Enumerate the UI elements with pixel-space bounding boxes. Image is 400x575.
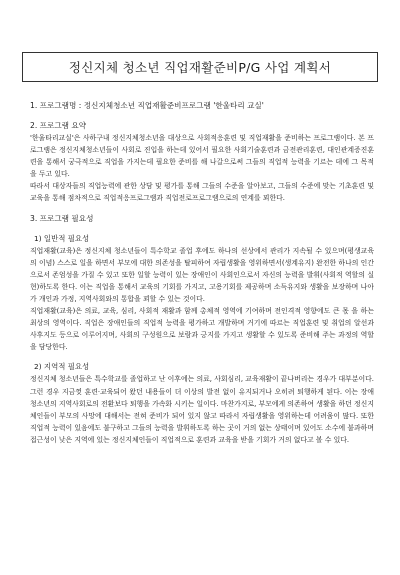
section-3-1-paragraph-2: 직업재활(교육)은 의료, 교육, 심리, 사회적 재활과 함께 총체적 영역에 기여하며 전인격적 영향에도 큰 몫 을 하는 최상의 영역이다. 직업은 장애인들의 직업적 능력을 평가하고 개발하며 거기에 따르는 직업훈련 및 취업의 알선과 사후지도 등으로 이루어지며, 사회의 구성원으로 보람과 긍지를 가지고 생활할 수 있도록 준비해 주는 과정의 역할을 담당한다. xyxy=(30,307,374,352)
document-body xyxy=(30,100,374,446)
section-2-paragraph-1: '한울타리교실'은 사하구내 정신지체청소년을 대상으로 사회적응훈련 및 직업재활을 준비하는 프로그램이다. 본 프로그램은 정신지체청소년들이 사회로 진입을 하는데 있어서 필요한 사회기술훈련과 금전관리훈련, 대인관계증진훈련을 통해서 궁극적으로 직업을 가지는데 필요한 준비를 해 나갈으로써 그들의 직업적 능력을 기르는 데에 그 목적을 두고 있다. xyxy=(30,134,374,179)
section-3-1-paragraph-1: 직업재활(교육)은 정신지체 청소년들이 특수학교 졸업 후에도 하나의 선상에서 관리가 지속될 수 있으며(평생교육의 이념) 스스로 일을 하면서 부모에 대한 의존성을 탈피하여 자립생활을 영위하면서(생계유지) 완전한 하나의 인간으로서 존엄성을 가질 수 있고 또한 일할 능력이 있는 장애인이 사회인으로서 자신의 능력을 발휘(사회적 역할의 실현)하도록 한다. 이는 직업을 통해서 교육의 기회를 가지고, 고용기회를 제공하며 소득유지와 생활을 보장하며 나아가 개인과 가정, 지역사회와의 통합을 꾀할 수 있는 것이다. xyxy=(30,246,374,303)
section-3-2-heading: 2) 지역적 필요성 xyxy=(34,362,90,372)
section-3-heading: 3. 프로그램 필요성 xyxy=(30,213,94,223)
section-2-paragraph-2: 따라서 대상자들의 직업능력에 관한 상담 및 평가를 통해 그들의 수준을 알아보고, 그들의 수준에 맞는 기초훈련 및 교육을 통해 점차적으로 직업적응프로그램과 직업전로프로그램으로의 연계를 꾀한다. xyxy=(30,182,374,203)
section-3-2-paragraph-1: 정신지체 청소년들은 특수학교를 졸업하고 난 이후에는 의료, 사회심리, 교육재활이 끝나버리는 경우가 대부분이다. 그런 경우 지금껏 훈련·교육되어 왔던 내용들이 더 이상의 발전 없이 유지되거나 오히려 퇴행하게 된다. 이는 장애 청소년의 지역사회로의 전환보다 퇴행을 가속화 시키는 일이다. 마찬가지로, 부모에게 의존하여 생활을 하던 정신지체인들이 부모의 사망에 대해서는 전혀 준비가 되어 있지 않고 따라서 자립생활을 영위하는데 어려움이 많다. 또한 직업적 능력이 있음에도 불구하고 그들의 능력을 발휘하도록 하는 곳이 거의 없는 상태이며 있어도 소수에 불과하며 접근성이 낮은 지역에 있는 정신지체인들이 직업적으로 훈련과 교육을 받을 기회가 거의 없다고 볼 수 있다. xyxy=(30,375,374,444)
section-3-1-heading: 1) 일반적 필요성 xyxy=(34,233,90,243)
section-1-program-name: 1. 프로그램명 : 정신지체청소년 직업재활준비프로그램 '한울타리 교실' xyxy=(30,101,264,110)
section-2-heading: 2. 프로그램 요약 xyxy=(30,121,87,130)
document-title: 정신지체 청소년 직업재활준비P/G 사업 계획서 xyxy=(22,52,378,82)
